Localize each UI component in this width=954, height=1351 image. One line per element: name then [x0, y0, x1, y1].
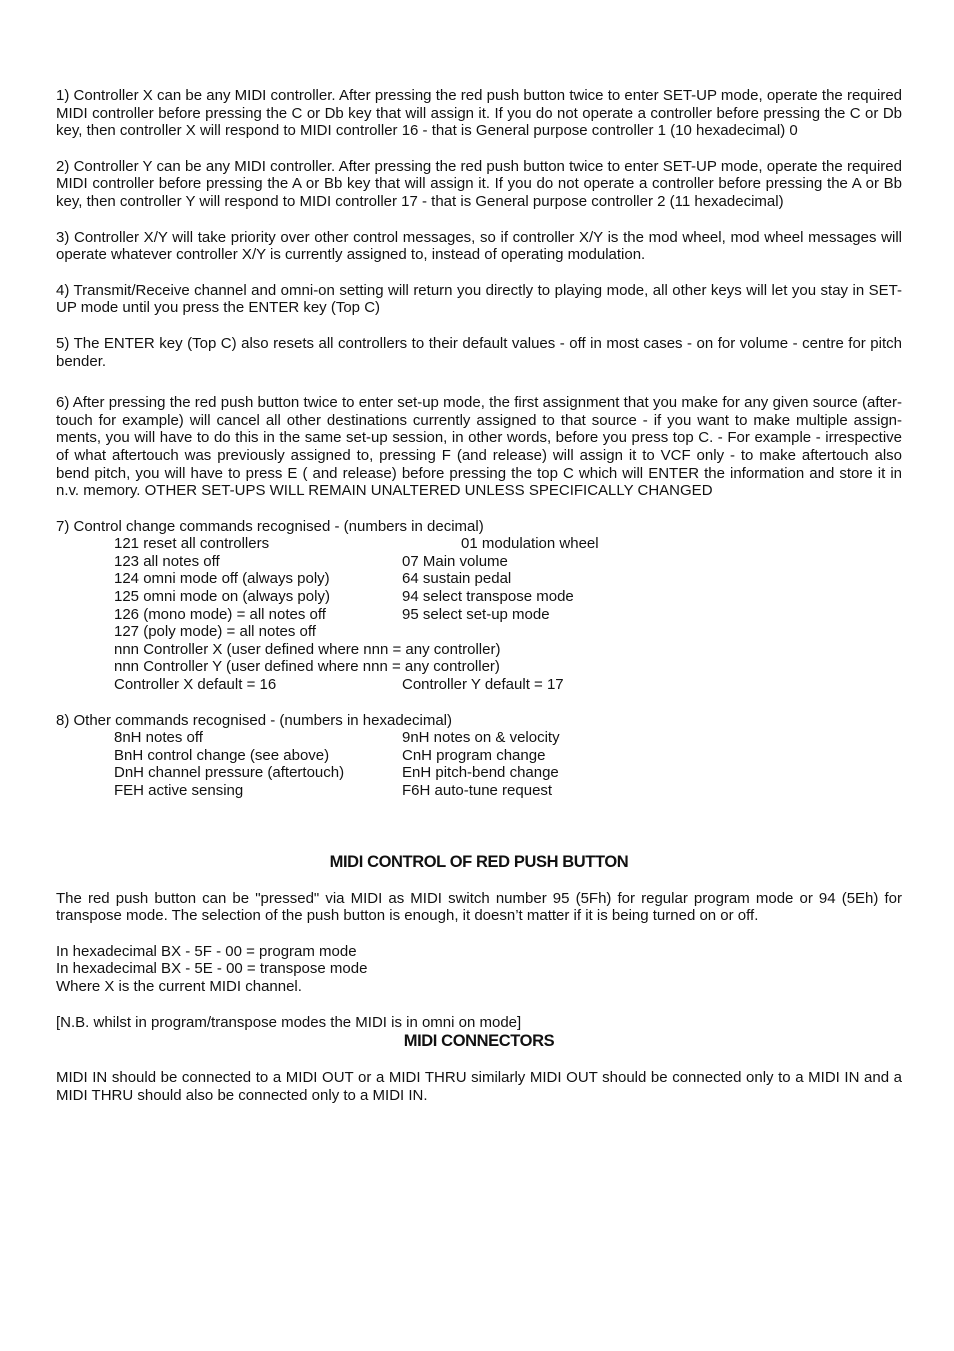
paragraph-controller-x: 1) Controller X can be any MIDI controller. After pressing the red push button twice to enter SET-UP mode, operate the required MIDI controller before pressing the C or Db key that will assign it. If you do not operate a controller before pressing the C or Db key, then controller X will respond to MIDI controller 16 - that is General purpose controller 1 (10 hexadecimal) 0 — [56, 87, 902, 140]
red-push-button-body: The red push button can be "pressed" via MIDI as MIDI switch number 95 (5Fh) for regular program mode or 94 (5Eh) for transpose mode. The selection of the push button is enough, it doesn’t matter if it is being turned on or off. — [56, 889, 902, 925]
list-item-right: 64 sustain pedal — [402, 570, 512, 588]
list-item — [56, 658, 902, 676]
list-item — [56, 535, 902, 553]
list-item — [56, 729, 902, 747]
red-push-button-heading: MIDI CONTROL OF RED PUSH BUTTON — [329, 852, 629, 871]
list-item-right: 95 select set-up mode — [402, 605, 550, 623]
list-item — [56, 641, 902, 659]
list-item-left: Controller X default = 16 — [114, 676, 277, 694]
omni-mode-note: [N.B. whilst in program/transpose modes the MIDI is in omni on mode] — [56, 1013, 522, 1031]
list-item-right: 07 Main volume — [402, 552, 508, 570]
program-mode-line: In hexadecimal BX - 5F - 00 = program mode — [56, 942, 357, 960]
paragraph-transmit-receive: 4) Transmit/Receive channel and omni-on setting will return you directly to playing mode, all other keys will let you stay in SET-UP mode until you press the ENTER key (Top C) — [56, 281, 902, 317]
list-item-left: FEH active sensing — [114, 782, 244, 799]
list-item-left: nnn Controller X (user defined where nnn = any controller) — [114, 640, 501, 658]
list-item — [56, 553, 902, 571]
list-item-left: nnn Controller Y (user defined where nnn = any controller) — [114, 658, 500, 676]
list-item-right: CnH program change — [402, 746, 546, 764]
control-change-list-title: 7) Control change commands recognised - (numbers in decimal) — [56, 517, 484, 535]
list-item — [56, 676, 902, 694]
midi-connectors-body: MIDI IN should be connected to a MIDI OUT or a MIDI THRU similarly MIDI OUT should be connected only to a MIDI IN and a MIDI THRU should also be connected only to a MIDI IN. — [56, 1069, 902, 1104]
list-item — [56, 588, 902, 606]
list-item-right: Controller Y default = 17 — [402, 676, 564, 694]
list-item — [56, 764, 902, 782]
list-item-right: 9nH notes on & velocity — [402, 729, 560, 747]
list-item-left: 126 (mono mode) = all notes off — [114, 605, 326, 623]
list-item — [56, 606, 902, 624]
list-item-left: 123 all notes off — [114, 552, 220, 570]
list-item-left: 127 (poly mode) = all notes off — [114, 623, 316, 641]
other-commands-list — [56, 712, 902, 800]
paragraph-controller-priority: 3) Controller X/Y will take priority over other control messages, so if controller X/Y is the mod wheel, mod wheel messages will operate whatever controller X/Y is currently assigned to, instead of operating modulation. — [56, 228, 902, 264]
list-item-left: DnH channel pressure (aftertouch) — [114, 764, 345, 782]
list-item-left: BnH control change (see above) — [114, 746, 330, 764]
list-item-right: EnH pitch-bend change — [402, 764, 559, 782]
list-item — [56, 570, 902, 588]
list-item-left: 125 omni mode on (always poly) — [114, 588, 330, 606]
list-item-left: 124 omni mode off (always poly) — [114, 570, 330, 588]
list-item-right: 01 modulation wheel — [461, 535, 599, 553]
list-item-right: 94 select transpose mode — [402, 588, 574, 606]
midi-channel-line: Where X is the current MIDI channel. — [56, 977, 302, 995]
list-item-left: 121 reset all controllers — [114, 535, 270, 553]
transpose-mode-line: In hexadecimal BX - 5E - 00 = transpose mode — [56, 960, 368, 978]
paragraph-multiple-assignments: 6) After pressing the red push button twice to enter set-up mode, the first assignment that you make for any given source (after-touch for example) will cancel all other destinations currently assigned to that source - if you want to make multiple assign- ments, you will have to do this in the same set-up session, in other words, before you press top C. - For example - irrespective of what aftertouch was previously assigned to, pressing F (and release) will assign it to VCF only - to make aftertouch also bend pitch, you will have to press E ( and release) before pressing the top C which will ENTER the information and store it in n.v. memory. OTHER SET-UPS WILL REMAIN UNALTERED UNLESS SPECIFICALLY CHANGED — [56, 394, 902, 500]
document-page — [56, 87, 902, 1104]
list-item-left: 8nH notes off — [114, 729, 203, 747]
list-item — [56, 747, 902, 765]
other-commands-list-title: 8) Other commands recognised - (numbers in hexadecimal) — [56, 711, 452, 729]
paragraph-controller-y: 2) Controller Y can be any MIDI controller. After pressing the red push button twice to enter SET-UP mode, operate the required MIDI controller before pressing the A or Bb key that will assign it. If you do not operate a controller before pressing the A or Bb key, then controller Y will respond to MIDI controller 17 - that is General purpose controller 2 (11 hexadecimal) — [56, 157, 902, 210]
list-item-right: F6H auto-tune request — [402, 782, 553, 799]
control-change-list — [56, 518, 902, 694]
list-item — [56, 782, 902, 800]
list-item — [56, 623, 902, 641]
midi-connectors-heading: MIDI CONNECTORS — [403, 1032, 555, 1051]
paragraph-enter-key: 5) The ENTER key (Top C) also resets all controllers to their default values - off in most cases - on for volume - centre for pitch bender. — [56, 334, 902, 370]
